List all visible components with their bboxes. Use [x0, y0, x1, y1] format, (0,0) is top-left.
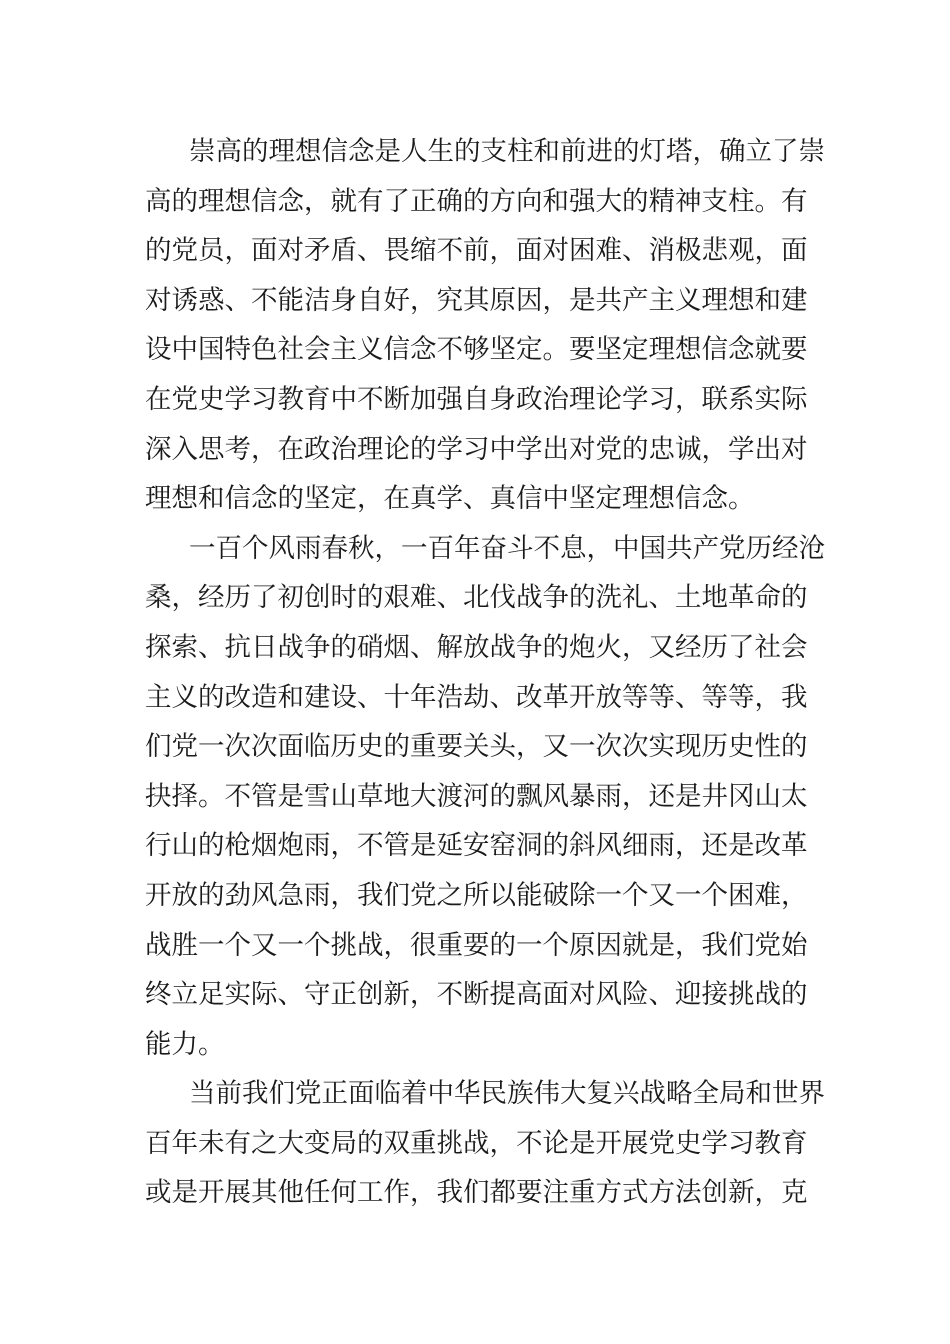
paragraph-line: 设中国特色社会主义信念不够坚定。要坚定理想信念就要	[145, 334, 808, 366]
paragraph-3	[145, 1069, 825, 1218]
paragraph-line: 高的理想信念，就有了正确的方向和强大的精神支柱。有	[145, 185, 808, 217]
paragraph-line: 对诱惑、不能洁身自好，究其原因，是共产主义理想和建	[145, 284, 808, 316]
paragraph-1	[145, 127, 825, 524]
paragraph-line: 开放的劲风急雨，我们党之所以能破除一个又一个困难，	[145, 879, 808, 911]
paragraph-2	[145, 524, 825, 1070]
paragraph-line: 或是开展其他任何工作，我们都要注重方式方法创新，克	[145, 1177, 808, 1209]
document-body	[145, 127, 825, 1218]
paragraph-line: 当前我们党正面临着中华民族伟大复兴战略全局和世界	[189, 1078, 825, 1110]
paragraph-line: 深入思考，在政治理论的学习中学出对党的忠诚，学出对	[145, 433, 808, 465]
paragraph-line: 终立足实际、守正创新，不断提高面对风险、迎接挑战的	[145, 979, 808, 1011]
paragraph-line: 理想和信念的坚定，在真学、真信中坚定理想信念。	[145, 483, 755, 515]
paragraph-line: 崇高的理想信念是人生的支柱和前进的灯塔，确立了崇	[189, 136, 825, 167]
paragraph-line: 们党一次次面临历史的重要关头，又一次次实现历史性的	[145, 731, 808, 763]
paragraph-line: 探索、抗日战争的硝烟、解放战争的炮火，又经历了社会	[145, 631, 808, 663]
paragraph-line: 一百个风雨春秋，一百年奋斗不息，中国共产党历经沧	[189, 532, 825, 564]
paragraph-line: 桑，经历了初创时的艰难、北伐战争的洗礼、土地革命的	[145, 582, 808, 614]
paragraph-line: 的党员，面对矛盾、畏缩不前，面对困难、消极悲观，面	[145, 235, 808, 267]
paragraph-line: 主义的改造和建设、十年浩劫、改革开放等等、等等，我	[145, 681, 808, 713]
paragraph-line: 抉择。不管是雪山草地大渡河的飘风暴雨，还是井冈山太	[145, 780, 808, 812]
paragraph-line: 百年未有之大变局的双重挑战，不论是开展党史学习教育	[145, 1127, 808, 1159]
paragraph-line: 在党史学习教育中不断加强自身政治理论学习，联系实际	[145, 383, 808, 415]
paragraph-line: 能力。	[145, 1028, 225, 1060]
paragraph-line: 行山的枪烟炮雨，不管是延安窑洞的斜风细雨，还是改革	[145, 830, 808, 862]
paragraph-line: 战胜一个又一个挑战，很重要的一个原因就是，我们党始	[145, 929, 808, 961]
